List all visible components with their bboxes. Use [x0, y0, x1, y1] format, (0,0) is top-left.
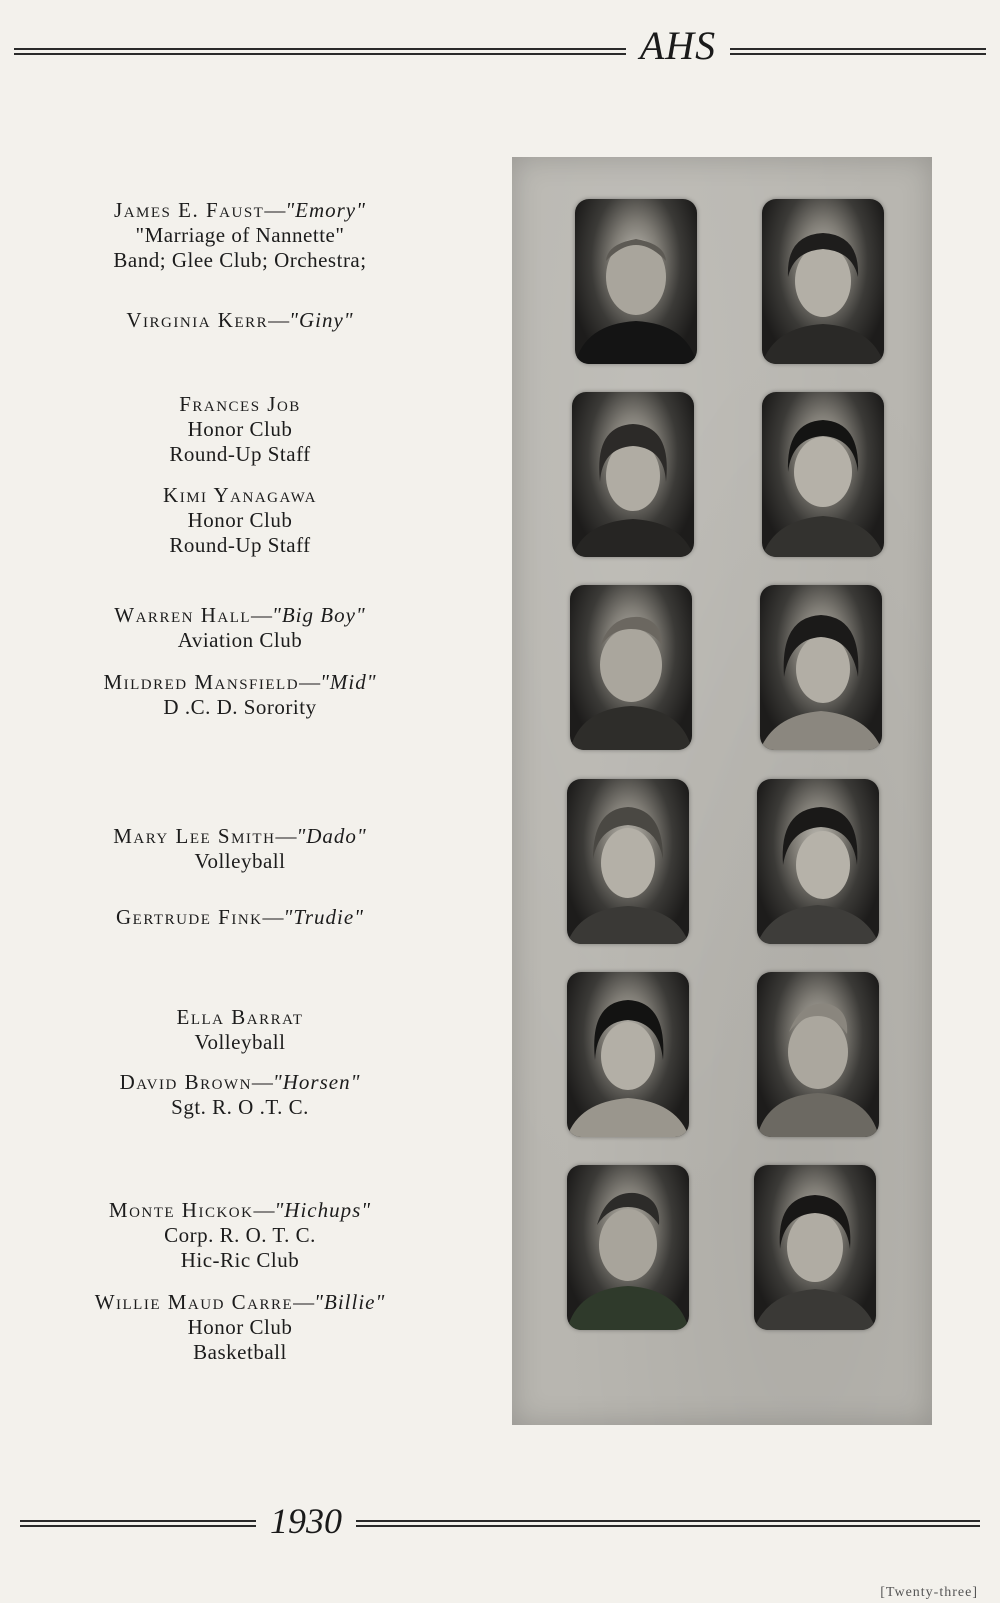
portrait-photo — [567, 972, 689, 1137]
student-name-line — [60, 905, 420, 930]
student-activity: Round-Up Staff — [169, 533, 311, 557]
dash: — — [251, 1070, 273, 1094]
student-activity: Sgt. R. O .T. C. — [171, 1095, 309, 1119]
student-name-line — [60, 1070, 420, 1095]
student-name-line — [60, 1198, 420, 1223]
portrait-photo — [570, 585, 692, 750]
portrait-silhouette — [572, 392, 694, 557]
student-caption — [60, 308, 420, 333]
student-caption — [60, 1070, 420, 1120]
dash: — — [293, 1290, 315, 1314]
student-activity: Band; Glee Club; Orchestra; — [113, 248, 367, 272]
footer-year: 1930 — [270, 1501, 342, 1541]
portrait-silhouette — [757, 779, 879, 944]
student-activity: Basketball — [193, 1340, 287, 1364]
portrait-photo — [575, 199, 697, 364]
student-name: Mary Lee Smith — [113, 824, 276, 848]
portrait-silhouette — [762, 392, 884, 557]
student-activity: D .C. D. Sorority — [163, 695, 317, 719]
student-activity: Hic-Ric Club — [180, 1248, 300, 1272]
student-name: Virginia Kerr — [126, 308, 269, 332]
student-nickname: "Horsen" — [272, 1070, 361, 1094]
student-name: Frances Job — [179, 392, 301, 416]
dash: — — [253, 1198, 275, 1222]
header-rule-left — [14, 48, 626, 55]
student-name-line — [60, 670, 420, 695]
portrait-silhouette — [760, 585, 882, 750]
student-name-line — [60, 603, 420, 628]
student-name-line — [60, 198, 420, 223]
student-nickname: "Mid" — [320, 670, 377, 694]
student-name: James E. Faust — [114, 198, 265, 222]
student-name-line — [60, 483, 420, 508]
dash: — — [262, 905, 284, 929]
student-activity: Honor Club — [187, 508, 293, 532]
portrait-photo — [757, 779, 879, 944]
portrait-photo — [762, 392, 884, 557]
portrait-photo — [754, 1165, 876, 1330]
header-rule-right — [730, 48, 986, 55]
portrait-silhouette — [762, 199, 884, 364]
portrait-silhouette — [757, 972, 879, 1137]
footer-rule-right — [356, 1520, 980, 1527]
student-name: Willie Maud Carre — [94, 1290, 294, 1314]
portrait-silhouette — [575, 199, 697, 364]
student-activity: Volleyball — [194, 1030, 286, 1054]
student-name-line — [60, 1005, 420, 1030]
student-caption — [60, 1198, 420, 1273]
student-activity: Honor Club — [187, 1315, 293, 1339]
photo-panel — [512, 157, 932, 1425]
student-activity: Aviation Club — [177, 628, 303, 652]
student-caption — [60, 670, 420, 720]
dash: — — [268, 308, 290, 332]
dash: — — [275, 824, 297, 848]
footer-rule-left — [20, 1520, 256, 1527]
student-name: David Brown — [119, 1070, 252, 1094]
student-name: Gertrude Fink — [115, 905, 263, 929]
student-nickname: "Trudie" — [283, 905, 365, 929]
portrait-silhouette — [567, 972, 689, 1137]
student-caption — [60, 483, 420, 558]
portrait-silhouette — [754, 1165, 876, 1330]
portrait-photo — [572, 392, 694, 557]
student-caption — [50, 1290, 430, 1365]
student-caption — [60, 392, 420, 467]
student-activity: "Marriage of Nannette" — [135, 223, 345, 247]
portrait-photo — [567, 1165, 689, 1330]
student-name: Ella Barrat — [176, 1005, 304, 1029]
page-number: [Twenty-three] — [880, 1585, 978, 1600]
student-name: Kimi Yanagawa — [163, 483, 317, 507]
dash: — — [264, 198, 286, 222]
portrait-photo — [757, 972, 879, 1137]
portrait-silhouette — [567, 779, 689, 944]
student-caption — [60, 1005, 420, 1055]
student-nickname: "Big Boy" — [272, 603, 366, 627]
student-nickname: "Emory" — [285, 198, 366, 222]
student-name-line — [60, 308, 420, 333]
student-activity: Round-Up Staff — [169, 442, 311, 466]
student-caption — [60, 198, 420, 273]
student-activity: Volleyball — [194, 849, 286, 873]
student-nickname: "Hichups" — [274, 1198, 372, 1222]
portrait-photo — [760, 585, 882, 750]
student-nickname: "Dado" — [296, 824, 367, 848]
student-name-line — [50, 1290, 430, 1315]
portrait-silhouette — [570, 585, 692, 750]
header-title: AHS — [639, 23, 717, 68]
dash: — — [251, 603, 273, 627]
portrait-silhouette — [567, 1165, 689, 1330]
student-name-line — [60, 824, 420, 849]
student-activity: Honor Club — [187, 417, 293, 441]
dash: — — [299, 670, 321, 694]
student-name-line — [60, 392, 420, 417]
student-name: Warren Hall — [114, 603, 252, 627]
student-name: Monte Hickok — [108, 1198, 254, 1222]
student-nickname: "Billie" — [314, 1290, 386, 1314]
portrait-photo — [762, 199, 884, 364]
student-nickname: "Giny" — [289, 308, 354, 332]
portrait-photo — [567, 779, 689, 944]
student-activity: Corp. R. O. T. C. — [164, 1223, 316, 1247]
student-name: Mildred Mansfield — [103, 670, 300, 694]
student-caption — [60, 603, 420, 653]
student-caption — [60, 824, 420, 874]
student-caption — [60, 905, 420, 930]
